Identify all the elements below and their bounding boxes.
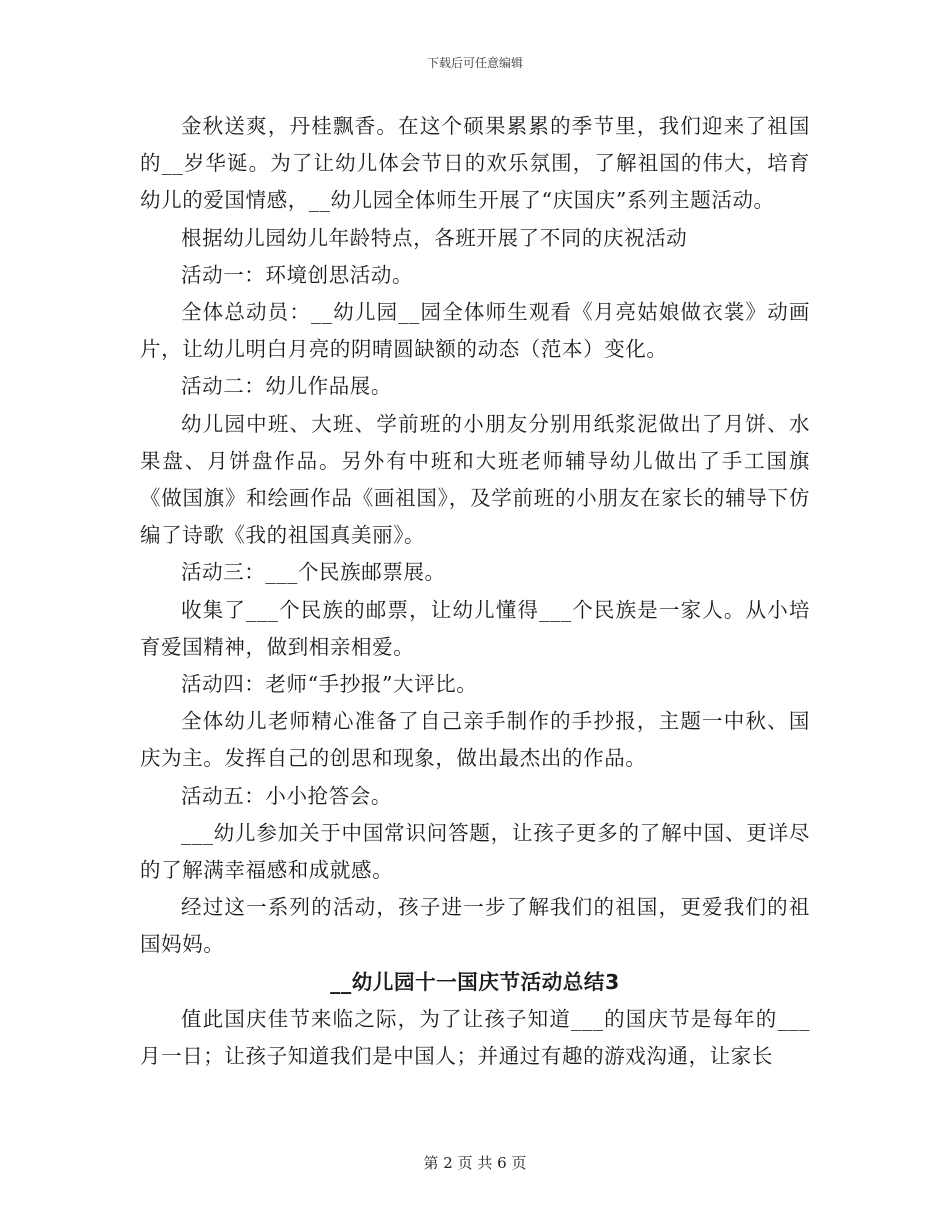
paragraph: 值此国庆佳节来临之际，为了让孩子知道___的国庆节是每年的___月一日；让孩子知道我们是中国人；并通过有趣的游戏沟通，让家长 <box>140 1006 810 1069</box>
paragraph: 金秋送爽，丹桂飘香。在这个硕果累累的季节里，我们迎来了祖国的__岁华诞。为了让幼儿体会节日的欢乐氛围，了解祖国的伟大，培育幼儿的爱国情感，__幼儿园全体师生开展了“庆国庆”系列主题活动。 <box>140 114 810 213</box>
page-number: 第 2 页 共 6 页 <box>423 1154 527 1172</box>
paragraph: 经过这一系列的活动，孩子进一步了解我们的祖国，更爱我们的祖国妈妈。 <box>140 895 810 957</box>
activity-heading: 活动二：幼儿作品展。 <box>181 374 392 399</box>
activity-heading: 活动五：小小抢答会。 <box>181 783 392 808</box>
activity-heading: 活动四：老师“手抄报”大评比。 <box>181 672 478 697</box>
paragraph: 全体幼儿老师精心准备了自己亲手制作的手抄报，主题一中秋、国庆为主。发挥自己的创思和现象，做出最杰出的作品。 <box>140 709 810 771</box>
paragraph: 根据幼儿园幼儿年龄特点，各班开展了不同的庆祝活动 <box>181 225 688 250</box>
paragraph: ___幼儿参加关于中国常识问答题，让孩子更多的了解中国、更详尽的了解满幸福感和成就感。 <box>140 820 810 883</box>
document-body <box>140 108 810 1075</box>
paragraph: 全体总动员：__幼儿园__园全体师生观看《月亮姑娘做衣裳》动画片，让幼儿明白月亮的阴晴圆缺额的动态（范本）变化。 <box>140 300 810 362</box>
section-title: __幼儿园十一国庆节活动总结3 <box>330 969 620 994</box>
activity-heading: 活动三：___个民族邮票展。 <box>181 560 446 585</box>
activity-heading: 活动一：环境创思活动。 <box>181 262 414 287</box>
paragraph: 收集了___个民族的邮票，让幼儿懂得___个民族是一家人。从小培育爱国精神，做到相亲相爱。 <box>140 597 810 659</box>
page-header-note: 下载后可任意编辑 <box>426 56 523 70</box>
paragraph: 幼儿园中班、大班、学前班的小朋友分别用纸浆泥做出了月饼、水果盘、月饼盘作品。另外有中班和大班老师辅导幼儿做出了手工国旗《做国旗》和绘画作品《画祖国》，及学前班的小朋友在家长的辅导下仿编了诗歌《我的祖国真美丽》。 <box>140 411 810 548</box>
